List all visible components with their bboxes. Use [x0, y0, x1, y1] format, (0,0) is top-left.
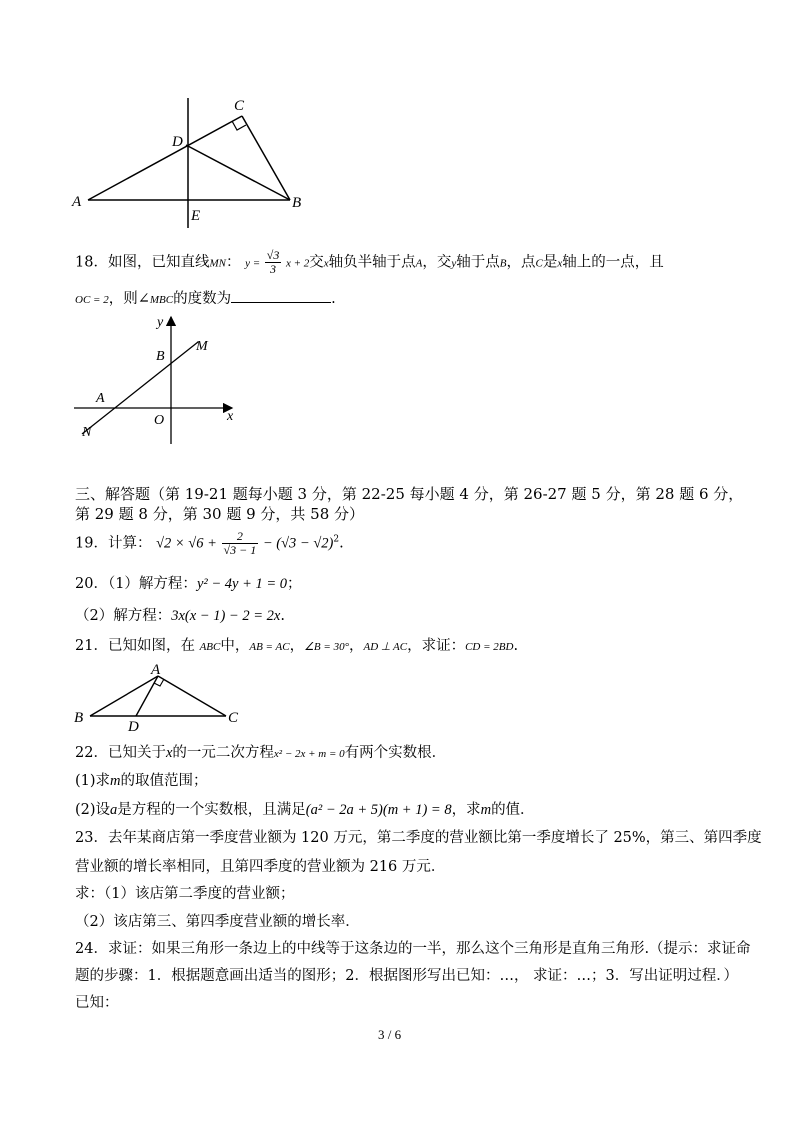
q22-a: a: [110, 802, 118, 818]
q19-sup: 2: [333, 534, 340, 545]
page-number: 3 / 6: [378, 1027, 402, 1042]
q21-c1: AB = AC: [249, 641, 290, 653]
q18-pt-c: C: [535, 257, 543, 270]
figure-q18: [70, 312, 250, 447]
label-x: x: [227, 409, 234, 424]
label-B: B: [292, 195, 302, 211]
q22-p2-eq: (a² − 2a + 5)(m + 1) = 8: [305, 802, 452, 818]
label-O: O: [154, 413, 165, 428]
q21-mid2: ，求证：: [407, 638, 466, 654]
q22-m: m: [110, 773, 121, 789]
q20-p2-eq: 3x(x − 1) − 2 = 2x: [171, 608, 281, 624]
q18-t6: 是: [542, 254, 558, 271]
line-AC: [88, 116, 242, 200]
q23-line4: （2）该店第三、第四季度营业额的增长率．: [75, 914, 360, 930]
q22-part1: [75, 769, 208, 790]
q21-c4: CD = 2BD: [465, 641, 514, 653]
q20-part2: [75, 604, 285, 625]
q18-oc: OC = 2: [75, 294, 109, 306]
q18-text: 18．如图，已知直线: [75, 254, 210, 271]
q21-tri: ABC: [199, 641, 221, 653]
q18-pt-a: A: [415, 257, 423, 270]
q21-mid1: 中，: [220, 638, 250, 654]
q18-pt-b: B: [499, 257, 507, 270]
label-A: A: [72, 194, 82, 210]
q18-line2: [75, 287, 336, 308]
q19-prefix: 19．计算：: [75, 535, 152, 552]
q24-line2: 题的步骤：1．根据题意画出适当的图形；2．根据图形写出已知：…， 求证：…；3．写出证明过程．）: [75, 968, 739, 984]
q18-fraction: [265, 249, 282, 276]
q18-var-x2: x: [557, 257, 563, 270]
q22-x: x: [165, 745, 173, 761]
q20-p1-prefix: 20．（1）解方程：: [75, 576, 197, 592]
label-D: D: [128, 719, 139, 732]
q18-l2-end: 的度数为: [173, 291, 232, 307]
q19-expr-a: √2 × √6 +: [156, 535, 217, 552]
q18-l2-mid: ，则∠: [108, 291, 150, 307]
q20-p2-prefix: （2）解方程：: [75, 608, 172, 624]
q22-mid: 的一元二次方程: [172, 745, 274, 761]
q18-var-x: x: [323, 257, 329, 270]
q21-end: .: [513, 638, 519, 654]
q22-p2-mid2: ，求: [451, 802, 481, 818]
q21-c3: AD ⊥ AC: [363, 641, 408, 653]
label-C: C: [228, 710, 239, 726]
section3-line2: 第 29 题 8 分，第 30 题 9 分，共 58 分）: [75, 505, 365, 523]
q22-prefix: 22．已知关于: [75, 745, 166, 761]
q22-line1: [75, 741, 446, 762]
q18-colon: ：: [225, 254, 241, 271]
line-AB: [90, 676, 158, 716]
q21-c2: ∠B = 30°: [304, 641, 349, 653]
q22-end: 有两个实数根．: [344, 745, 447, 761]
q20-part1: [75, 572, 302, 593]
q24-line3: 已知：: [75, 995, 119, 1011]
label-A: A: [151, 662, 161, 678]
label-y: y: [157, 315, 164, 330]
q20-p2-end: .: [280, 608, 285, 624]
q18-t3: ，交: [422, 254, 452, 271]
label-E: E: [191, 208, 201, 224]
q20-p1-eq: y² − 4y + 1 = 0: [196, 576, 288, 592]
q18-frac-den: 3: [270, 262, 277, 276]
q24-line1: 24．求证：如果三角形一条边上的中线等于这条边的一半，那么这个三角形是直角三角形.（提示：求证命: [75, 941, 751, 957]
q21-prefix: 21．已知如图，在: [75, 638, 195, 654]
q23-line3: 求：（1）该店第二季度的营业额；: [75, 886, 295, 902]
q18-t4: 轴于点: [456, 254, 500, 271]
q18-t5: ，点: [506, 254, 536, 271]
label-B: B: [74, 710, 84, 726]
q18-period: .: [331, 291, 336, 307]
label-B: B: [156, 349, 165, 364]
q18-line1: [75, 249, 664, 276]
q19-fraction: [222, 530, 259, 557]
q18-var-y: y: [451, 257, 457, 270]
q21-sep1: ，: [289, 638, 305, 654]
q21-sep2: ，: [348, 638, 364, 654]
right-angle-mark: [232, 121, 246, 130]
line-AC: [158, 676, 226, 716]
q20-p1-end: ；: [287, 576, 302, 592]
q22-p2-end: 的值．: [491, 802, 535, 818]
line-MN: [82, 342, 198, 434]
q19: [75, 530, 344, 557]
q23-line2: 营业额的增长率相同，且第四季度的营业额为 216 万元．: [75, 859, 446, 875]
label-A: A: [96, 391, 105, 406]
q18-frac-num: √3: [266, 248, 280, 262]
q23-line1: 23．去年某商店第一季度营业额为 120 万元，第二季度的营业额比第一季度增长了 25%，第三、第四季度: [75, 830, 762, 846]
q22-eq: x² − 2x + m = 0: [273, 748, 345, 760]
label-D: D: [172, 134, 183, 150]
label-C: C: [234, 98, 245, 114]
q22-m2: m: [480, 802, 492, 818]
q22-p2-prefix: (2)设: [75, 802, 111, 818]
q22-part2: [75, 798, 535, 819]
q22-p1-end: 的取值范围；: [120, 773, 208, 789]
q21: [75, 634, 518, 655]
q19-frac-den: √3 − 1: [223, 543, 257, 557]
q22-p2-mid: 是方程的一个实数根，且满足: [117, 802, 306, 818]
q18-angle: MBC: [149, 294, 174, 306]
label-M: M: [196, 339, 208, 354]
q18-answer-blank[interactable]: [231, 288, 331, 303]
figure-q17: [60, 90, 320, 235]
section3-line1: 三、解答题（第 19-21 题每小题 3 分，第 22-25 每小题 4 分，第 26-27 题 5 分，第 28 题 6 分，: [75, 485, 744, 503]
q18-t1: 交: [309, 254, 324, 271]
q18-eq-y: y =: [245, 257, 261, 270]
q18-eq-rest: x + 2: [285, 257, 310, 270]
q18-t7: 轴上的一点，且: [562, 254, 664, 271]
q19-end: .: [339, 535, 344, 552]
q19-expr-b: − (√3 − √2): [262, 535, 334, 552]
label-N: N: [82, 425, 92, 440]
q18-mn: MN: [209, 257, 226, 270]
figure-q21: [68, 660, 258, 732]
q19-frac-num: 2: [222, 530, 259, 544]
q18-t2: 轴负半轴于点: [328, 254, 416, 271]
q22-p1-prefix: (1)求: [75, 773, 111, 789]
